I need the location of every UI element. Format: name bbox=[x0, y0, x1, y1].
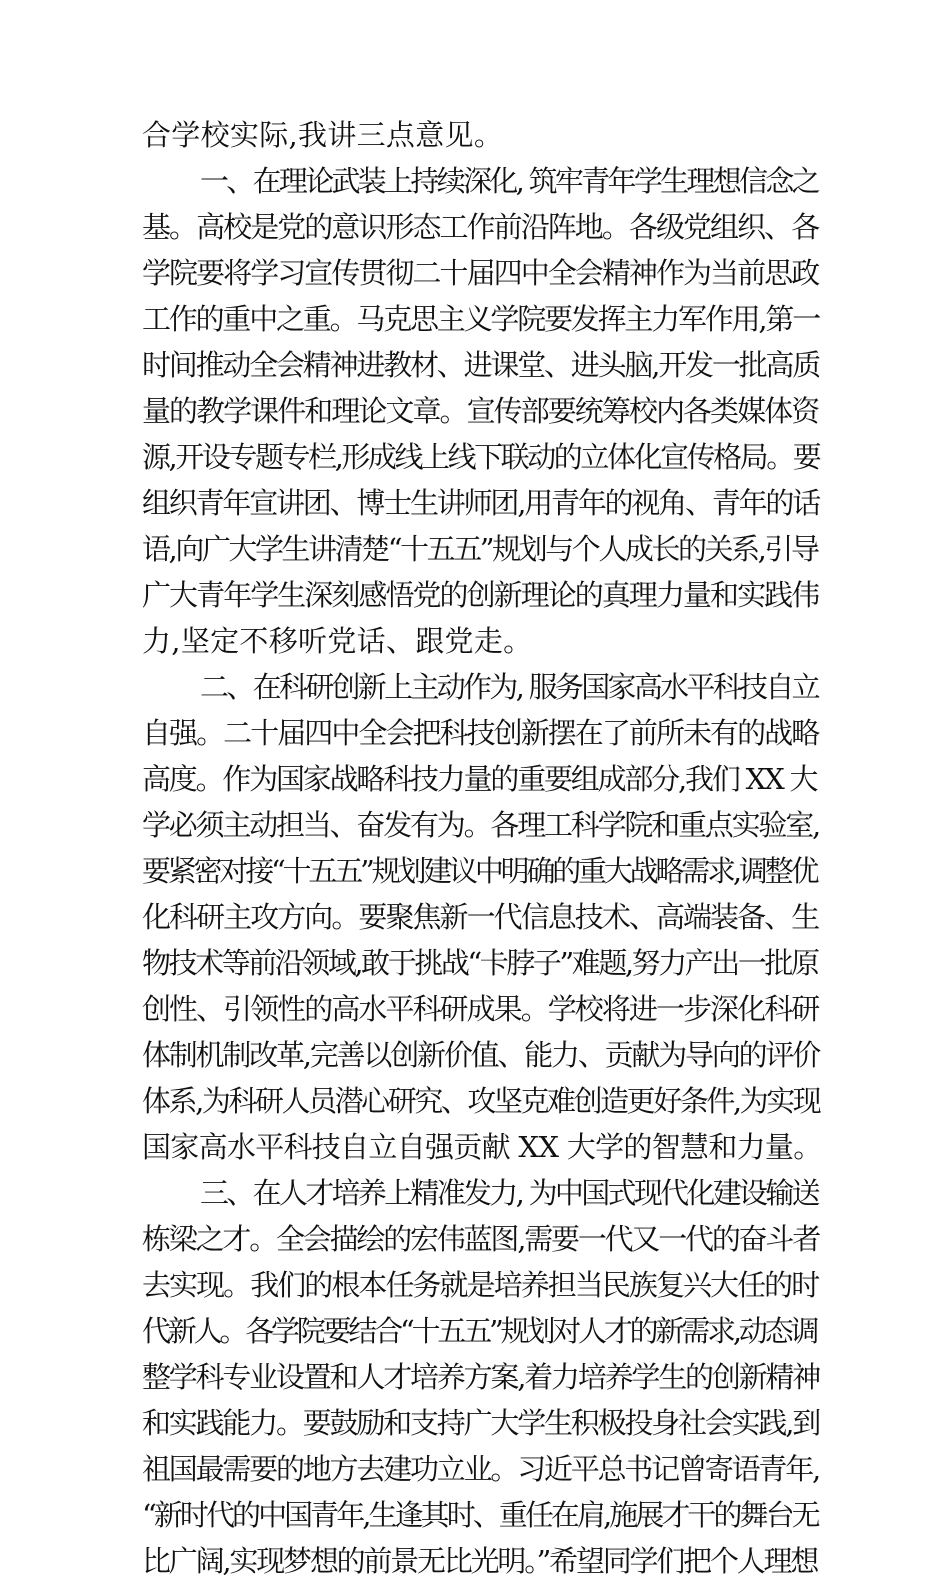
text-line: 学院要将学习宣传贯彻二十届四中全会精神作为当前思政 bbox=[142, 256, 819, 290]
text-line: 合学校实际,我讲三点意见。 bbox=[142, 118, 504, 152]
text-line: 高度。作为国家战略科技力量的重要组成部分,我们 XX 大 bbox=[142, 762, 817, 796]
text-line: 学必须主动担当、奋发有为。各理工科学院和重点实验室, bbox=[142, 808, 820, 842]
text-line: 代新人。各学院要结合“十五五”规划对人才的新需求,动态调 bbox=[142, 1314, 817, 1348]
text-line: 基。高校是党的意识形态工作前沿阵地。各级党组织、各 bbox=[142, 210, 819, 244]
text-line: 国家高水平科技自立自强贡献 XX 大学的智慧和力量。 bbox=[142, 1130, 822, 1164]
text-line: 去实现。我们的根本任务就是培养担当民族复兴大任的时 bbox=[142, 1268, 819, 1302]
section-heading-line: 一、在理论武装上持续深化, 筑牢青年学生理想信念之 bbox=[200, 164, 818, 198]
text-line: 和实践能力。要鼓励和支持广大学生积极投身社会实践,到 bbox=[142, 1406, 820, 1440]
text-line: 创性、引领性的高水平科研成果。学校将进一步深化科研 bbox=[142, 992, 819, 1026]
text-line: 整学科专业设置和人才培养方案,着力培养学生的创新精神 bbox=[142, 1360, 820, 1394]
text-line: 时间推动全会精神进教材、进课堂、进头脑,开发一批高质 bbox=[142, 348, 820, 382]
text-line: 体制机制改革,完善以创新价值、能力、贡献为导向的评价 bbox=[142, 1038, 820, 1072]
text-line: 广大青年学生深刻感悟党的创新理论的真理力量和实践伟 bbox=[142, 578, 819, 612]
text-line: 化科研主攻方向。要聚焦新一代信息技术、高端装备、生 bbox=[142, 900, 819, 934]
text-line: “新时代的中国青年,生逢其时、重任在肩,施展才干的舞台无 bbox=[142, 1498, 818, 1532]
body-text bbox=[142, 112, 822, 1584]
text-line: 工作的重中之重。马克思主义学院要发挥主力军作用,第一 bbox=[142, 302, 820, 336]
text-line: 组织青年宣讲团、博士生讲师团,用青年的视角、青年的话 bbox=[142, 486, 820, 520]
text-line: 量的教学课件和理论文章。宣传部要统筹校内各类媒体资 bbox=[142, 394, 819, 428]
text-line: 自强。二十届四中全会把科技创新摆在了前所未有的战略 bbox=[142, 716, 819, 750]
text-line: 比广阔,实现梦想的前景无比光明。”希望同学们把个人理想 bbox=[142, 1544, 818, 1578]
text-line: 栋梁之才。全会描绘的宏伟蓝图,需要一代又一代的奋斗者 bbox=[142, 1222, 820, 1256]
text-line: 体系,为科研人员潜心研究、攻坚克难创造更好条件,为实现 bbox=[142, 1084, 820, 1118]
text-line: 语,向广大学生讲清楚“十五五”规划与个人成长的关系,引导 bbox=[142, 532, 818, 566]
section-heading-line: 三、在人才培养上精准发力, 为中国式现代化建设输送 bbox=[200, 1176, 818, 1210]
text-line: 物技术等前沿领域,敢于挑战“卡脖子”难题,努力产出一批原 bbox=[142, 946, 818, 980]
text-line: 力,坚定不移听党话、跟党走。 bbox=[142, 624, 533, 658]
text-line: 祖国最需要的地方去建功立业。习近平总书记曾寄语青年, bbox=[142, 1452, 820, 1486]
text-line: 要紧密对接“十五五”规划建议中明确的重大战略需求,调整优 bbox=[142, 854, 817, 888]
text-line: 源,开设专题专栏,形成线上线下联动的立体化宣传格局。要 bbox=[142, 440, 820, 474]
section-heading-line: 二、在科研创新上主动作为, 服务国家高水平科技自立 bbox=[200, 670, 818, 704]
